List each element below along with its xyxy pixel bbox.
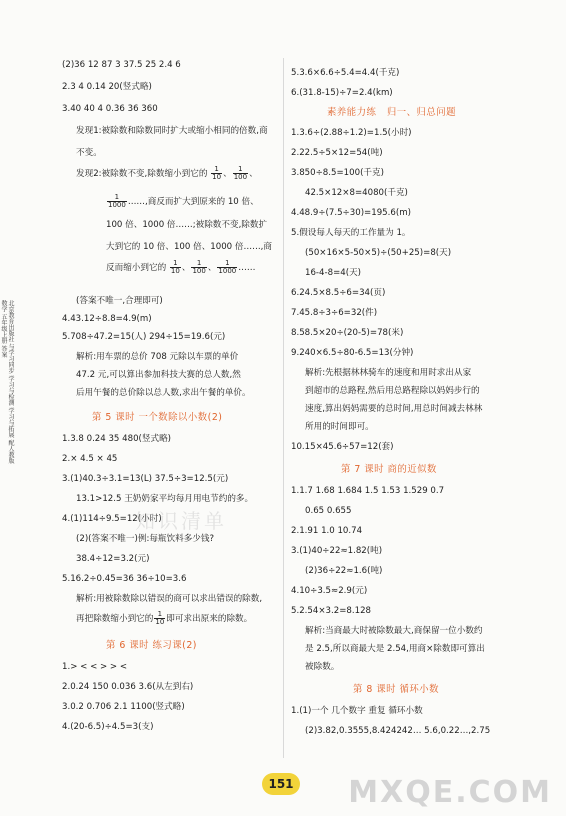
answer-line: 5.16.2÷0.45=36 36÷10=3.6	[62, 574, 187, 584]
answer-line: 5.708÷47.2=15(人) 294÷15=19.6(元)	[62, 332, 226, 342]
section-heading: 第 8 课时 循环小数	[353, 684, 440, 695]
watermark-text: 知识清单	[135, 509, 227, 533]
answer-line: (2)36 12 87 3 37.5 25 2.4 6	[62, 60, 181, 70]
answer-note: (答案不唯一,合理即可)	[76, 296, 163, 306]
explanation-line: 解析:用被除数除以错误的商可以求出错误的除数,	[76, 594, 263, 604]
explanation-line: 47.2 元,可以算出参加科技大赛的总人数,然	[76, 370, 241, 380]
numerator: 1	[154, 611, 165, 619]
text-span: 再把除数缩小到它的	[76, 614, 154, 624]
fraction	[233, 166, 248, 181]
fraction	[217, 260, 237, 275]
text-span: 反而缩小到它的	[106, 263, 167, 273]
answer-line: 16-4-8=4(天)	[305, 268, 362, 278]
explanation-line: 被除数。	[305, 662, 340, 672]
numerator: 1	[211, 166, 222, 174]
answer-line: 7.45.8÷3÷6=32(件)	[291, 308, 378, 318]
explanation-line: 解析:先根据林林骑车的速度和用时求出从家	[305, 368, 472, 378]
answer-line-with-fractions	[106, 194, 259, 209]
denominator: 10	[212, 173, 222, 181]
text-span: 、	[249, 169, 258, 179]
answer-line: 38.4÷12=3.2(元)	[76, 554, 150, 564]
explanation-line: 解析:用车票的总价 708 元除以车票的单价	[76, 352, 239, 362]
text-span: 即可求出原来的除数。	[166, 614, 253, 624]
denominator: 10	[170, 267, 180, 275]
answer-line: 4.48.9÷(7.5÷30)=195.6(m)	[291, 208, 411, 218]
explanation-line-with-fraction	[76, 611, 252, 626]
fraction	[107, 194, 127, 209]
answer-line: 6.24.5×8.5÷6=34(页)	[291, 288, 386, 298]
section-heading: 第 6 课时 练习课(2)	[106, 640, 197, 651]
answer-line: 1.3.6÷(2.88÷1.2)=1.5(小时)	[291, 128, 412, 138]
answer-line: 3.(1)40÷22≈1.82(吨)	[291, 546, 383, 556]
answer-line: (50×16×5-50×5)÷(50+25)=8(天)	[305, 248, 452, 258]
answer-line: (2)3.82,0.3555,8.424242… 5.6,0.22…,2.75	[305, 726, 491, 736]
text-span: ……,商反而扩大到原来的 10 倍、	[127, 197, 259, 207]
explanation-line: 后用午餐的总价除以总人数,求出午餐的单价。	[76, 388, 251, 398]
text-span: ……	[238, 263, 256, 273]
answer-line: 2.0.24 150 0.036 3.6(从左到右)	[62, 682, 194, 692]
answer-line: 100 倍、1000 倍……;被除数不变,除数扩	[106, 220, 268, 230]
answer-line: 0.65 0.655	[305, 506, 352, 516]
denominator: 100	[233, 173, 248, 181]
explanation-line: 解析:当商最大时被除数最大,商保留一位小数约	[305, 626, 483, 636]
fraction	[211, 166, 222, 181]
answer-line: 3.0.2 0.706 2.1 1100(竖式略)	[62, 702, 185, 712]
spine-caption	[0, 300, 12, 470]
answer-line-with-fractions: 发现2:被除数不变,除数缩小到它的 $\frac{1}{10}$ 、 $\frac{1}{100}$ 、	[76, 165, 258, 181]
fraction	[191, 260, 206, 275]
section-heading	[327, 107, 456, 118]
answer-line: 2.22.5÷5×12=54(吨)	[291, 148, 383, 158]
answer-line: 5.假设每人每天的工作量为 1。	[291, 228, 411, 238]
section-title: 素养能力练	[327, 107, 377, 118]
answer-line: 1.1.7 1.68 1.684 1.5 1.53 1.529 0.7	[291, 486, 445, 496]
answer-line: (2)36÷22≈1.6(吨)	[305, 566, 383, 576]
answer-line: 不变。	[76, 148, 102, 158]
section-subtitle: 归一、归总问题	[386, 107, 456, 118]
page-number: 151	[262, 773, 300, 795]
answer-line: 2.1.91 1.0 10.74	[291, 526, 363, 536]
denominator: 1000	[218, 267, 237, 275]
denominator: 1000	[108, 201, 126, 209]
numerator: 1	[170, 260, 181, 268]
answer-line: 5.2.54×3.2=8.128	[291, 606, 372, 616]
section-heading: 第 7 课时 商的近似数	[341, 464, 437, 475]
numerator: 1	[233, 166, 248, 174]
answer-line: 4.43.12÷8.8=4.9(m)	[62, 314, 152, 324]
answer-line: 2.× 4.5 × 45	[62, 454, 118, 464]
explanation-line: 所用的时间即可。	[305, 422, 374, 432]
answer-line: 9.240×6.5÷80-6.5=13(分钟)	[291, 348, 414, 358]
fraction	[154, 611, 165, 626]
answer-line: 10.15×45.6÷57=12(套)	[291, 442, 394, 452]
answer-line: 1.> < < > > <	[62, 662, 128, 672]
answer-line: 6.(31.8-15)÷7=2.4(km)	[291, 88, 393, 98]
answer-line: 发现1:被除数和除数同时扩大或缩小相同的倍数,商	[76, 126, 268, 136]
watermark-logo: MXQE.COM	[348, 775, 552, 810]
answer-line: 3.(1)40.3÷3.1=13(L) 37.5÷3=12.5(元)	[62, 474, 229, 484]
answer-line: 大到它的 10 倍、100 倍、1000 倍……,商	[106, 242, 272, 252]
answer-line: 8.58.5×20÷(20-5)=78(米)	[291, 328, 404, 338]
numerator: 1	[191, 260, 206, 268]
answer-line-with-fractions: 反而缩小到它的 $\frac{1}{10}$ 、 $\frac{1}{100}$ 、 $\frac{1}{1000}$ ……	[106, 259, 256, 275]
explanation-line: 是 2.5,所以商最大是 2.54,用商×除数即可算出	[305, 644, 485, 654]
answer-line: 1.3.8 0.24 35 480(竖式略)	[62, 434, 172, 444]
explanation-line: 速度,算出妈妈需要的总时间,用总时间减去林林	[305, 404, 483, 414]
numerator: 1	[107, 194, 127, 202]
answer-line: 3.850÷8.5=100(千克)	[291, 168, 384, 178]
column-divider	[283, 58, 284, 758]
answer-line: (2)(答案不唯一)例:每瓶饮料多少钱?	[76, 534, 215, 544]
explanation-line: 到超市的总路程,然后用总路程除以妈妈步行的	[305, 386, 480, 396]
answer-line: 2.3 4 0.14 20(竖式略)	[62, 82, 152, 92]
answer-line: 3.40 40 4 0.36 36 360	[62, 104, 158, 114]
text-span: 发现2:被除数不变,除数缩小到它的	[76, 169, 208, 179]
section-heading: 第 5 课时 一个数除以小数(2)	[92, 412, 223, 423]
spine-text: 北京教育出版社 与学习同步 学习与检测 学习与拓展 配人教版 数学 五年级上册 答案	[0, 300, 14, 464]
answer-line: 13.1>12.5 王奶奶家平均每月用电节约的多。	[76, 494, 254, 504]
denominator: 100	[192, 267, 206, 275]
denominator: 10	[155, 618, 165, 626]
answer-line: 42.5×12×8=4080(千克)	[305, 188, 408, 198]
numerator: 1	[217, 260, 237, 268]
answer-line: 5.3.6×6.6÷5.4=4.4(千克)	[291, 68, 400, 78]
answer-line: 1.(1)一个 几个数字 重复 循环小数	[291, 706, 423, 716]
answer-line: 4.(1)114÷9.5=12(小时)	[62, 514, 162, 524]
answer-line: 4.(20-6.5)÷4.5=3(支)	[62, 722, 154, 732]
fraction	[170, 260, 181, 275]
answer-line: 4.10÷3.5≈2.9(元)	[291, 586, 368, 596]
